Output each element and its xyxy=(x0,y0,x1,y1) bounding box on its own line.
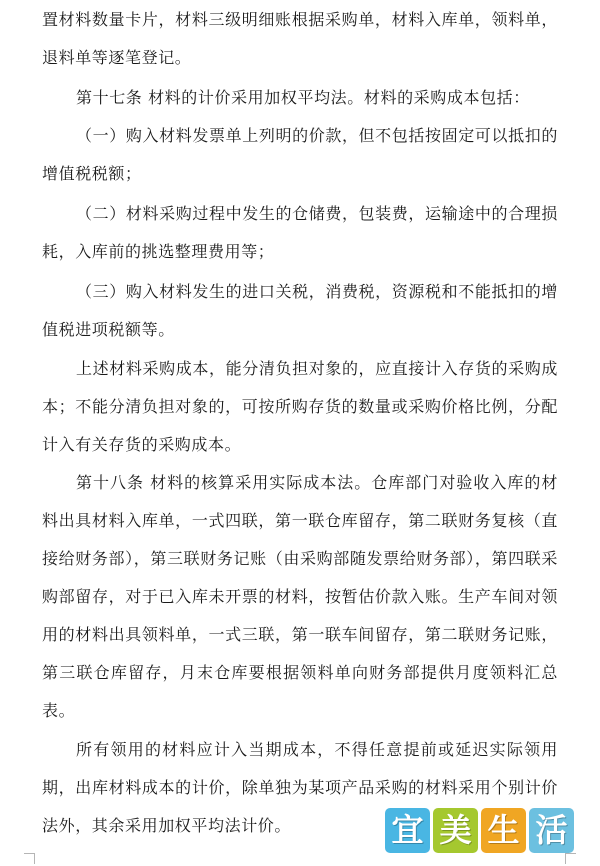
paragraph-item-2: （二）材料采购过程中发生的仓储费，包装费，运输途中的合理损耗，入库前的挑选整理费用等； xyxy=(42,204,558,261)
paragraph-article-17: 第十七条 材料的计价采用加权平均法。材料的采购成本包括： xyxy=(76,88,530,107)
paragraph-item-1: （一）购入材料发票单上列明的价款，但不包括按固定可以抵扣的增值税税额； xyxy=(42,126,558,183)
paragraph-ledger-cards: 置材料数量卡片，材料三级明细账根据采购单，材料入库单，领料单，退料单等逐笔登记。 xyxy=(42,10,558,67)
paragraph-current-period-cost: 所有领用的材料应计入当期成本，不得任意提前或延迟实际领用期，出库材料成本的计价，除单独为某项产品采购的材料采用个别计价法外，其余采用加权平均法计价。 xyxy=(42,740,558,835)
logo-char: 活 xyxy=(529,808,574,853)
logo-char: 生 xyxy=(481,808,526,853)
page-corner-mark-right xyxy=(565,853,576,864)
logo-char: 宜 xyxy=(385,808,430,853)
page-corner-mark-left xyxy=(24,853,35,864)
paragraph-article-18: 第十八条 材料的核算采用实际成本法。仓库部门对验收入库的材料出具材料入库单，一式四联，第一联仓库留存，第二联财务复核（直接给财务部），第三联财务记账（由采购部随发票给财务部），第四联采购部留存，对于已入库未开票的材料，按暂估价款入账。生产车间对领用的材料出具领料单，一式三联，第一联车间留存，第二联财务记账，第三联仓库留存，月末仓库要根据领料单向财务部提供月度领料汇总表。 xyxy=(42,473,558,720)
logo-char: 美 xyxy=(433,808,478,853)
watermark-logo xyxy=(385,808,574,853)
paragraph-item-3: （三）购入材料发生的进口关税，消费税，资源税和不能抵扣的增值税进项税额等。 xyxy=(42,282,558,339)
paragraph-cost-allocation: 上述材料采购成本，能分清负担对象的，应直接计入存货的采购成本；不能分清负担对象的，可按所购存货的数量或采购价格比例，分配计入有关存货的采购成本。 xyxy=(42,359,558,454)
